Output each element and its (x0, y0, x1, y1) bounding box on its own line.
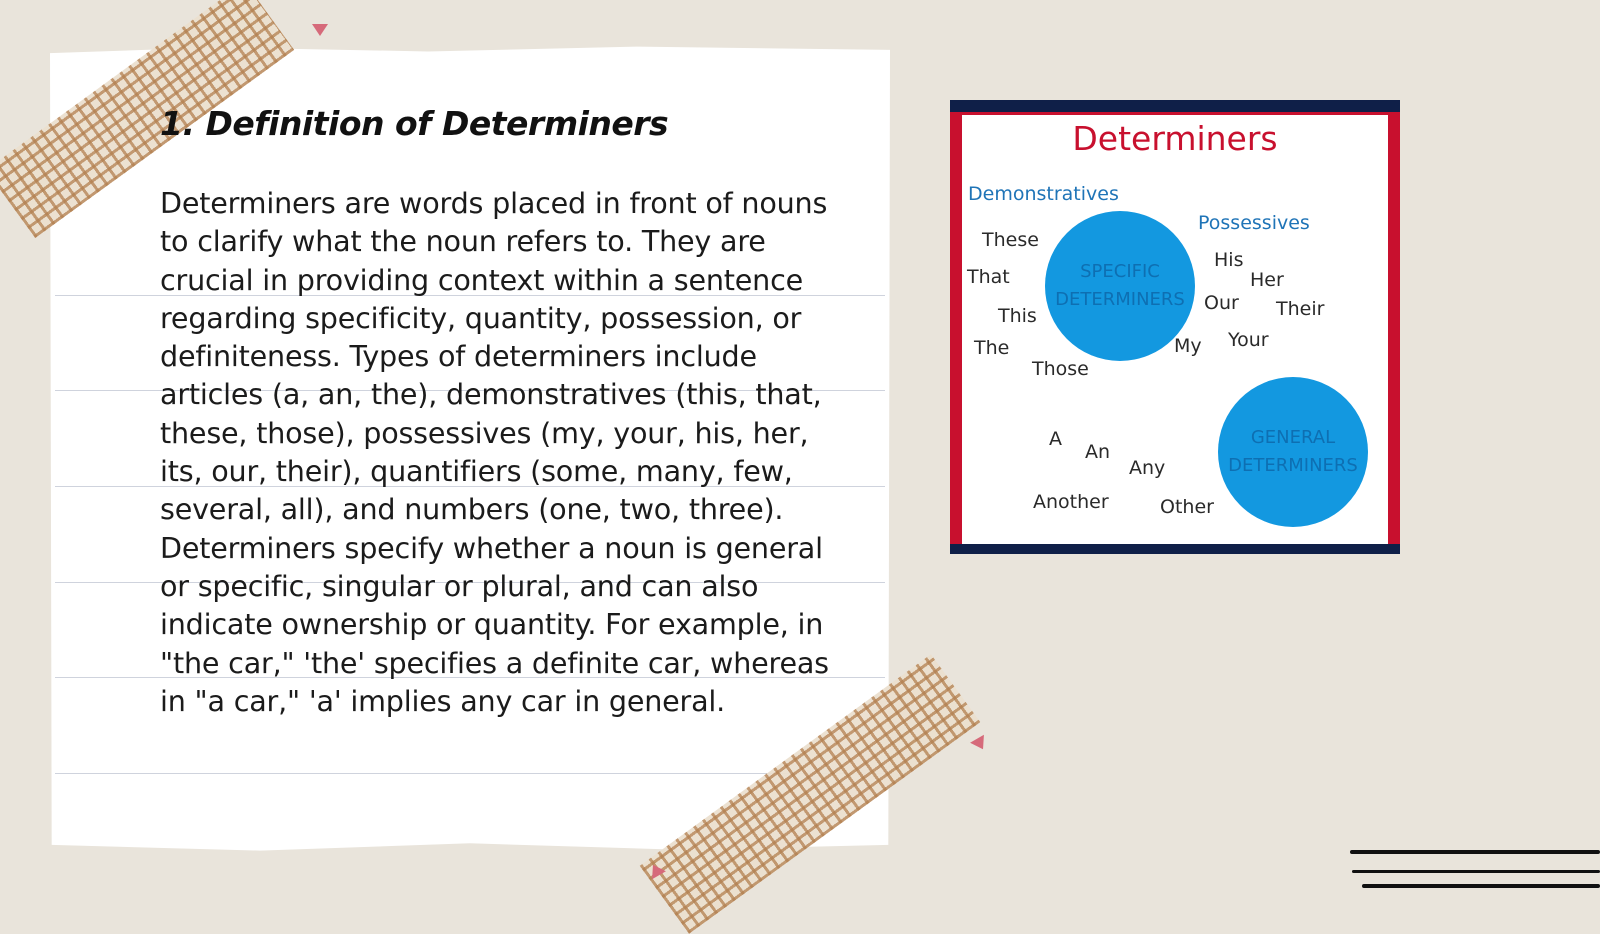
specific-circle-line-2: DETERMINERS (1055, 289, 1185, 310)
word-this: This (998, 305, 1037, 327)
figure-canvas (962, 115, 1388, 544)
determiners-figure (950, 100, 1400, 554)
figure-red-frame (950, 112, 1400, 544)
word-our: Our (1204, 292, 1239, 314)
word-any: Any (1129, 457, 1166, 479)
general-circle-line-1: GENERAL (1250, 427, 1336, 448)
pin-icon (970, 735, 990, 753)
word-a: A (1049, 428, 1062, 450)
word-her: Her (1250, 269, 1284, 291)
word-the: The (974, 337, 1010, 359)
decorative-stroke (1352, 870, 1600, 873)
word-my: My (1174, 335, 1202, 357)
word-your: Your (1228, 329, 1269, 351)
slide-heading: 1. Definition of Determiners (160, 104, 669, 143)
specific-circle-line-1: SPECIFIC (1080, 261, 1160, 282)
word-another: Another (1033, 491, 1109, 513)
specific-determiners-circle (1045, 211, 1195, 361)
general-determiners-circle (1218, 377, 1368, 527)
ruled-line (55, 773, 885, 774)
pin-icon (312, 24, 328, 36)
general-circle-line-2: DETERMINERS (1228, 455, 1358, 476)
word-that: That (967, 266, 1010, 288)
word-those: Those (1032, 358, 1089, 380)
word-their: Their (1276, 298, 1325, 320)
slide-body-text: Determiners are words placed in front of nouns to clarify what the noun refers to. They are crucial in providing context within a sentence regarding specificity, quantity, possession, or definiteness. Types of determiners include articles (a, an, the), demonstratives (this, that, these, those), possessives (my, your, his, her, its, our, their), quantifiers (some, many, few, several, all), and numbers (one, two, three). Determiners specify whether a noun is general or specific, singular or plural, and can also indicate ownership or quantity. For example, in "the car," 'the' specifies a definite car, whereas in "a car," 'a' implies any car in general. (160, 186, 829, 718)
figure-title: Determiners (1072, 119, 1278, 158)
decorative-stroke (1362, 884, 1600, 888)
category-possessives: Possessives (1198, 212, 1310, 234)
word-an: An (1085, 441, 1111, 463)
decorative-stroke (1350, 850, 1600, 854)
word-these: These (982, 229, 1039, 251)
word-other: Other (1160, 496, 1214, 518)
word-his: His (1214, 249, 1244, 271)
category-demonstratives: Demonstratives (968, 183, 1119, 205)
